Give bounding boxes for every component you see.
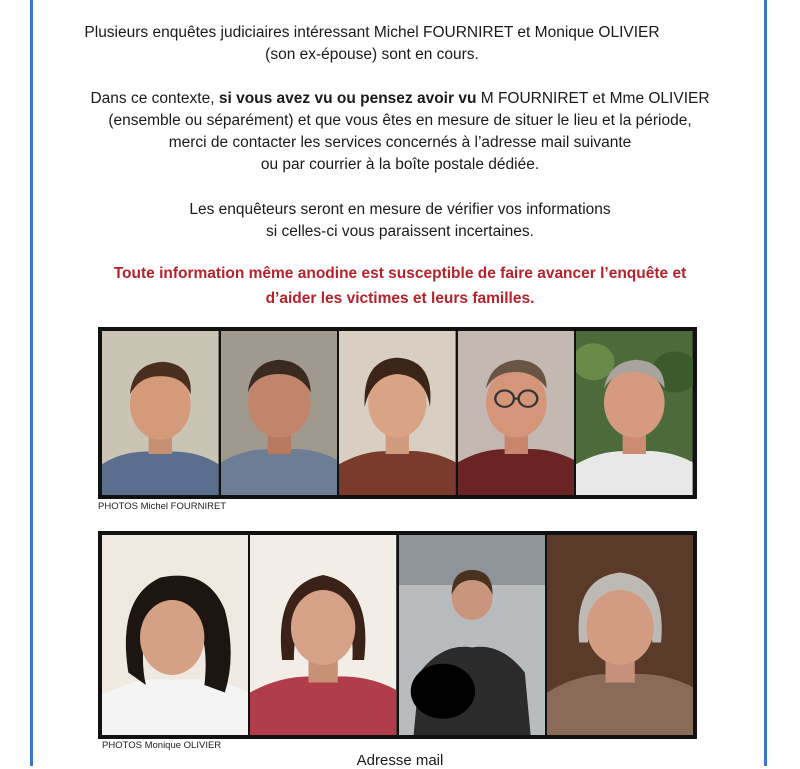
fourniret-photo-strip [98, 327, 697, 499]
context-paragraph [40, 88, 760, 176]
olivier-photo-4 [547, 535, 693, 735]
intro-line-1: Plusieurs enquêtes judiciaires intéressant Michel FOURNIRET et Monique OLIVIER [84, 24, 660, 41]
olivier-photos-caption: PHOTOS Monique OLIVIER [102, 740, 222, 751]
intro-line-2: (son ex-épouse) sont en cours. [265, 46, 479, 63]
verify-line-1: Les enquêteurs seront en mesure de vérifier vos informations [189, 201, 611, 218]
alert-paragraph [40, 261, 760, 311]
alert-line-1: Toute information même anodine est susceptible de faire avancer l’enquête et [113, 265, 687, 282]
fourniret-photo-5 [576, 331, 693, 495]
olivier-photo-2 [250, 535, 396, 735]
fourniret-photo-1 [102, 331, 219, 495]
fourniret-photo-4 [458, 331, 575, 495]
context-suffix: M FOURNIRET et Mme OLIVIER [476, 90, 710, 107]
context-line-1 [40, 88, 760, 110]
context-line-3: merci de contacter les services concernés à l’adresse mail suivante [168, 134, 632, 151]
intro-paragraph [36, 22, 708, 66]
olivier-photo-strip [98, 531, 697, 739]
fourniret-photos-caption: PHOTOS Michel FOURNIRET [98, 501, 227, 512]
fourniret-photo-2 [221, 331, 338, 495]
address-label: Adresse mail [356, 752, 444, 769]
context-prefix: Dans ce contexte, [90, 90, 219, 107]
context-line-2: (ensemble ou séparément) et que vous êtes en mesure de situer le lieu et la période, [108, 112, 692, 129]
olivier-photo-1 [102, 535, 248, 735]
verify-paragraph [40, 199, 760, 243]
olivier-photo-3 [399, 535, 545, 735]
page-frame-left-border [30, 0, 33, 766]
fourniret-photo-3 [339, 331, 456, 495]
context-emphasis: si vous avez vu ou pensez avoir vu [218, 90, 477, 107]
page-frame-right-border [764, 0, 767, 766]
alert-line-2: d’aider les victimes et leurs familles. [265, 290, 535, 307]
context-line-4: ou par courrier à la boîte postale dédiée. [260, 156, 540, 173]
verify-line-2: si celles-ci vous paraissent incertaines. [266, 223, 534, 240]
